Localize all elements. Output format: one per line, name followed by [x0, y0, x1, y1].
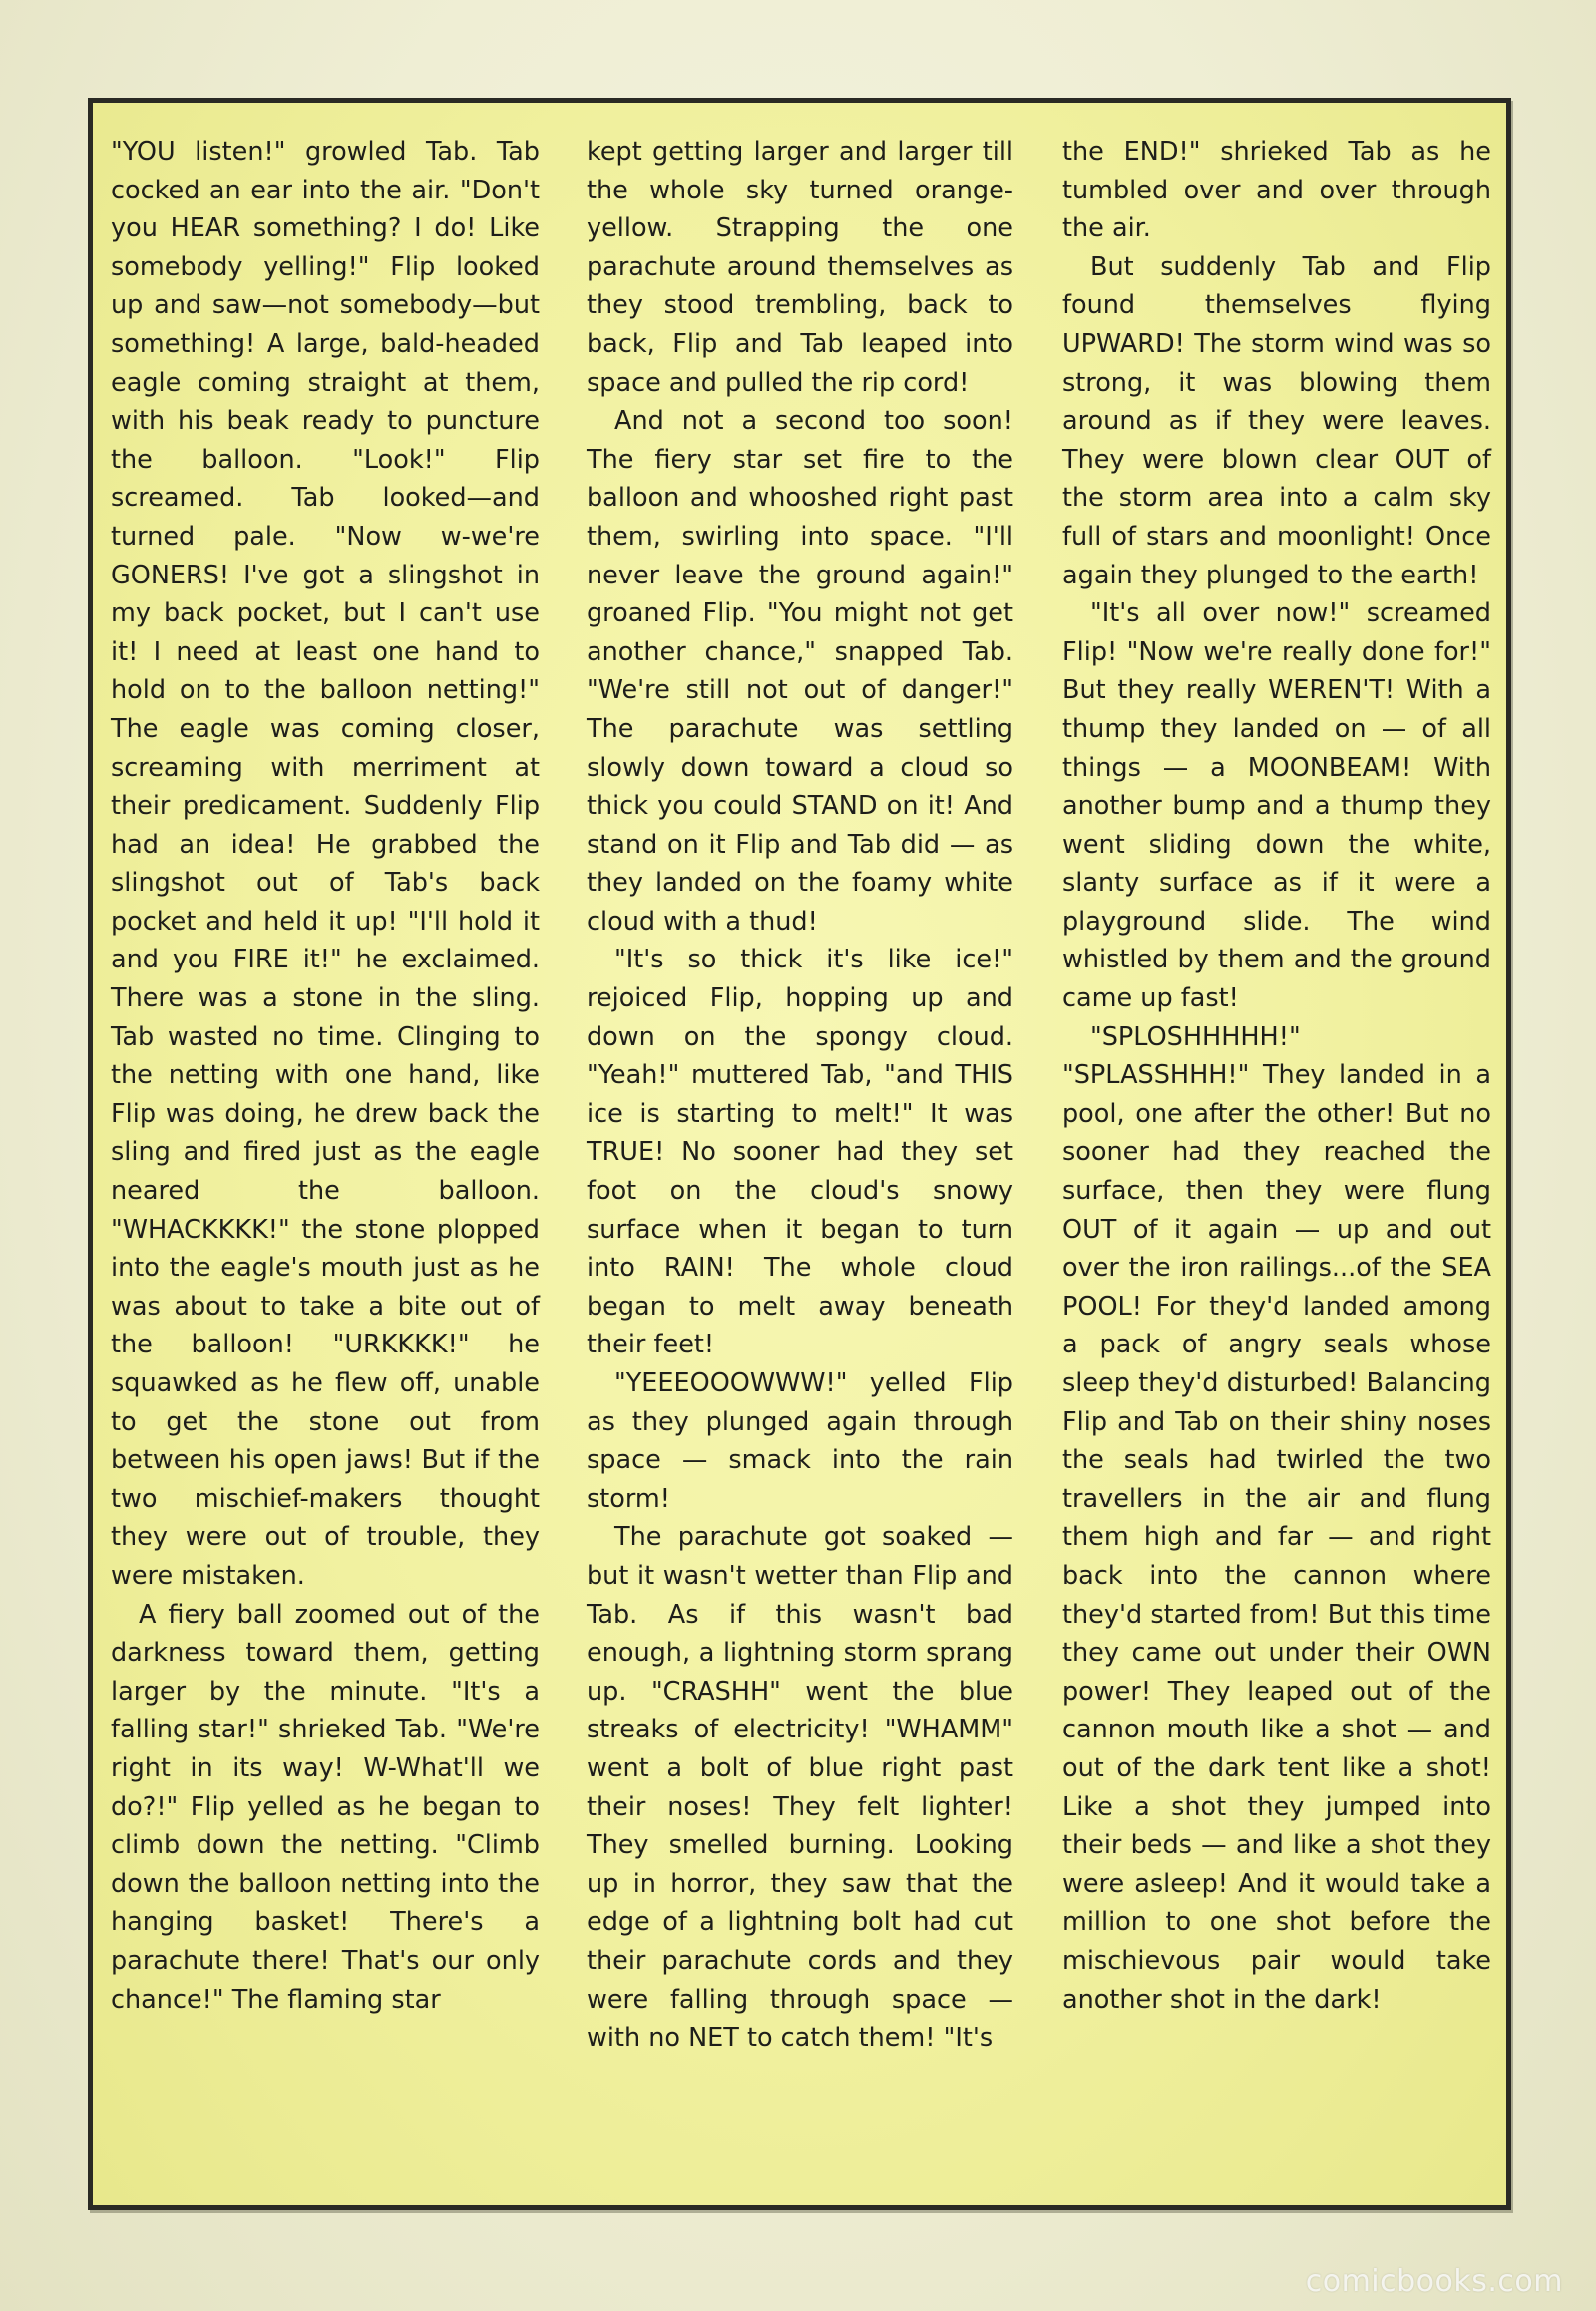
site-watermark: comicbooks.com [1305, 2264, 1563, 2299]
paragraph: the END!" shrieked Tab as he tumbled over and over through the air. [1062, 137, 1491, 244]
text-panel [88, 98, 1511, 2210]
paragraph: "It's so thick it's like ice!" rejoiced Flip, hopping up and down on the spongy cloud. "Yeah!" muttered Tab, "and THIS ice is starting to melt!" It was TRUE! No sooner had they set foot on the cloud's snowy surface when it began to turn into RAIN! The whole cloud began to melt away beneath their feet! [587, 945, 1013, 1360]
paragraph: A fiery ball zoomed out of the darkness toward them, getting larger by the minute. "It's a falling star!" shrieked Tab. "We're right in its way! W-What'll we do?!" Flip yelled as he began to climb down the netting. "Climb down the balloon netting into the hanging basket! There's a parachute there! That's our only chance!" The flaming star [111, 1599, 540, 2015]
paragraph: "YEEEOOOWWW!" yelled Flip as they plunged again through space — smack into the rain storm! [587, 1368, 1013, 1514]
paragraph: kept getting larger and larger till the whole sky turned orange-yellow. Strapping the one parachute around themselves as they stood trembling, back to back, Flip and Tab leaped into space and pulled the rip cord! [587, 137, 1013, 398]
paragraph: "It's all over now!" screamed Flip! "Now we're really done for!" But they really WEREN'T! With a thump they landed on — of all things — a MOONBEAM! With another bump and a thump they went sliding down the white, slanty surface as if it were a playground slide. The wind whistled by them and the ground came up fast! [1062, 598, 1491, 1014]
paragraph: The parachute got soaked — but it wasn't wetter than Flip and Tab. As if this wasn't bad enough, a lightning storm sprang up. "CRASHH" went the blue streaks of electricity! "WHAMM" went a bolt of blue right past their noses! They felt lighter! They smelled burning. Looking up in horror, they saw that the edge of a lightning bolt had cut their parachute cords and they were falling through space — with no NET to catch them! "It's [587, 1522, 1013, 2054]
paragraph: "SPLOSHHHHH!" "SPLASSHHH!" They landed in a pool, one after the other! But no sooner had they reached the surface, then they were flung OUT of it again — up and out over the iron railings...of the SEA POOL! For they'd landed among a pack of angry seals whose sleep they'd disturbed! Balancing Flip and Tab on their shiny noses the seals had twirled the two travellers in the air and flung them high and far — and right back into the cannon where they'd started from! But this time they came out under their OWN power! They leaped out of the cannon mouth like a shot — and out of the dark tent like a shot! Like a shot they jumped into their beds — and like a shot they were asleep! And it would take a million to one shot before the mischievous pair would take another shot in the dark! [1062, 1021, 1491, 2015]
paragraph: And not a second too soon! The fiery star set fire to the balloon and whooshed right past them, swirling into space. "I'll never leave the ground again!" groaned Flip. "You might not get another chance," snapped Tab. "We're still not out of danger!" The parachute was settling slowly down toward a cloud so thick you could STAND on it! And stand on it Flip and Tab did — as they landed on the foamy white cloud with a thud! [587, 406, 1013, 937]
story-column-3 [1062, 133, 1491, 2019]
story-column-2 [587, 133, 1013, 2058]
story-column-1 [111, 133, 540, 2019]
paragraph: But suddenly Tab and Flip found themselves flying UPWARD! The storm wind was so strong, it was blowing them around as if they were leaves. They were blown clear OUT of the storm area into a calm sky full of stars and moonlight! Once again they plunged to the earth! [1062, 251, 1491, 590]
paragraph: "YOU listen!" growled Tab. Tab cocked an ear into the air. "Don't you HEAR something? I do! Like somebody yelling!" Flip looked up and saw—not somebody—but something! A large, bald-headed eagle coming straight at them, with his beak ready to puncture the balloon. "Look!" Flip screamed. Tab looked—and turned pale. "Now w-we're GONERS! I've got a slingshot in my back pocket, but I can't use it! I need at least one hand to hold on to the balloon netting!" The eagle was coming closer, screaming with merriment at their predicament. Suddenly Flip had an idea! He grabbed the slingshot out of Tab's back pocket and held it up! "I'll hold it and you FIRE it!" he exclaimed. There was a stone in the sling. Tab wasted no time. Clinging to the netting with one hand, like Flip was doing, he drew back the sling and fired just as the eagle neared the balloon. "WHACKKKK!" the stone plopped into the eagle's mouth just as he was about to take a bite out of the balloon! "URKKKK!" he squawked as he flew off, unable to get the stone out from between his open jaws! But if the two mischief-makers thought they were out of trouble, they were mistaken. [111, 137, 540, 1591]
